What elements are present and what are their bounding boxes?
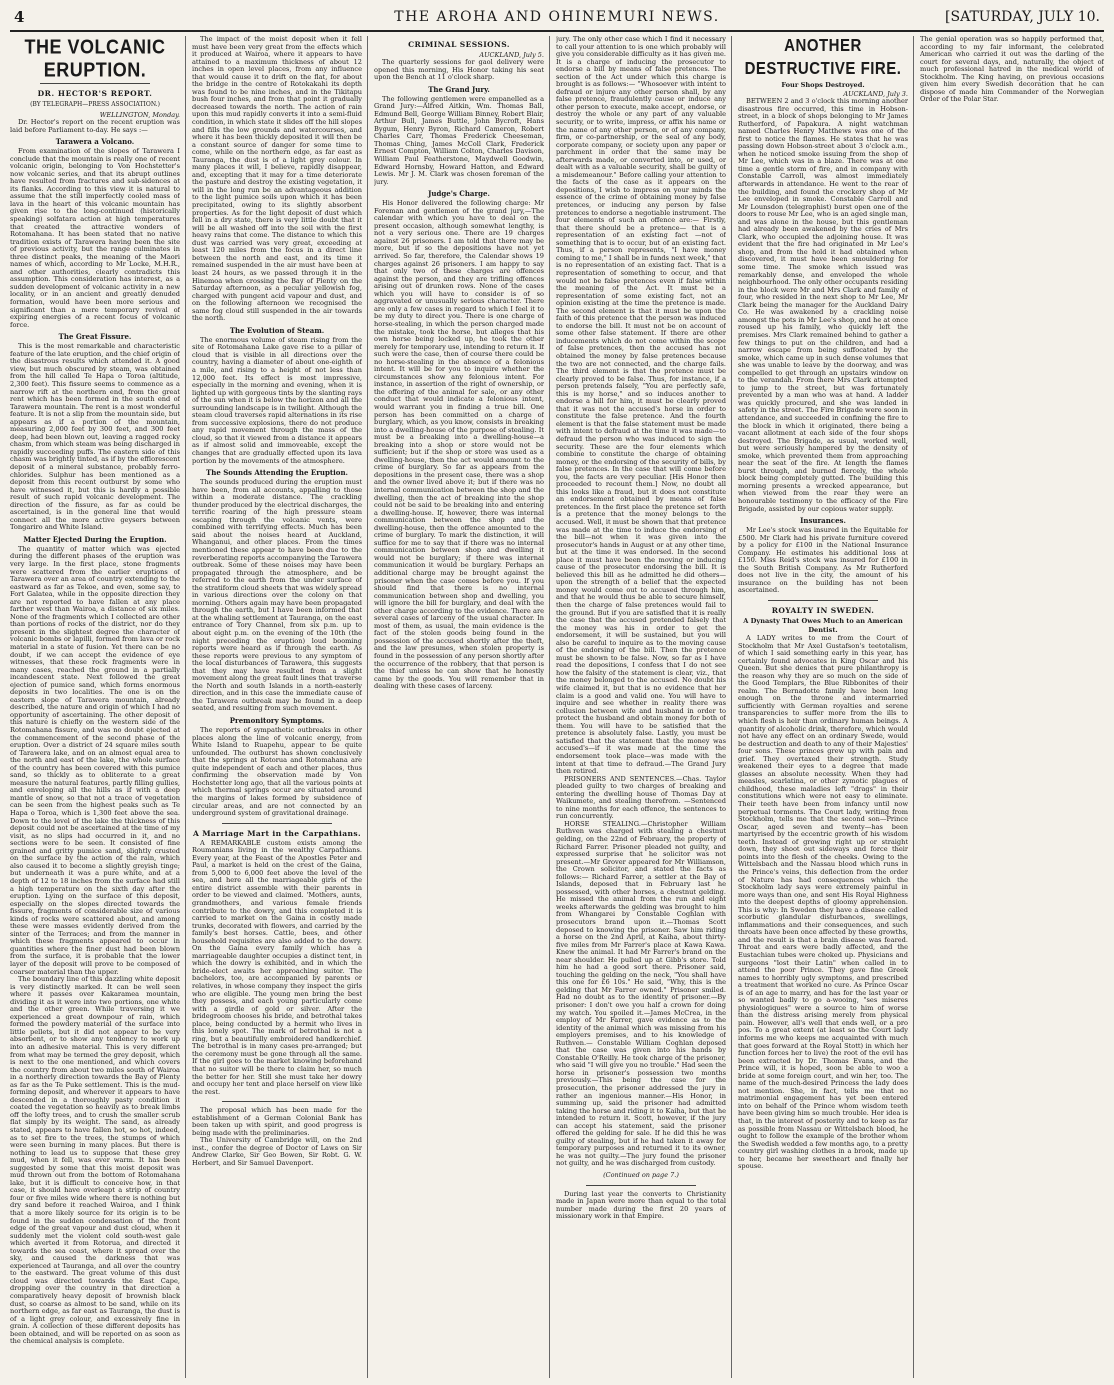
dateline-wellington: WELLINGTON, Monday. — [99, 111, 180, 119]
column-rule — [549, 36, 550, 1378]
column-2 — [192, 36, 362, 1378]
divider — [222, 823, 332, 824]
divider — [222, 1101, 332, 1102]
newspaper-title: THE AROHA AND OHINEMURI NEWS. — [394, 9, 720, 25]
subhead-sweden: A Dynasty That Owes Much to an American Dentist. — [743, 617, 903, 634]
news-note: The proposal which has been made for the establishment of a German Colonial Bank has been taken up with spirit, and good progress is being made with the preliminaries. — [192, 1106, 362, 1137]
subhead-fire: Four Shops Destroyed. — [781, 81, 865, 89]
section-heading: Insurances. — [800, 516, 846, 526]
section-heading: Matter Ejected During the Eruption. — [23, 534, 167, 544]
dateline-auckland: AUCKLAND, July 5. — [479, 51, 544, 59]
article-intro: The quarterly sessions for gaol delivery were opened this morning, His Honor taking his seat upon the Bench at 11 o'clock sharp. — [374, 58, 544, 82]
section-heading: The Evolution of Steam. — [229, 325, 325, 335]
column-4 — [556, 36, 726, 1378]
headline-marriage: A Marriage Mart in the Carpathians. — [192, 828, 362, 838]
divider — [586, 1185, 696, 1186]
column-rule — [367, 36, 368, 1378]
headline-criminal: CRIMINAL SESSIONS. — [408, 40, 510, 49]
article-paragraph: A REMARKABLE custom exists among the Roumanians living in the wealthy Carpathians. Every year, at the Feast of the Apostles Peter and Paul, a market is held on the crest of the Gaina, from 5,000 to 6,000 feet above the level of the sea, and here all the marriageable girls of the entire district assemble with their parents in order to be viewed and claimed. 'Mothers, aunts, grandmothers, and various female friends contribute to the dowry, and this completed it is carried to market on the Gaina in costly made trunks, decorated with flowers, and carried by the family's best horses. Cattle, bees, and other household requisites are also added to the dowry. On the Gaina every family which has a marriageable daughter occupies a distinct tent, in which the dowry is exhibited, and in which the bride-elect awaits her approaching suitor. The bachelors, too, are accompanied by parents or relatives, in whose company they inspect the girls who are eligible. The young men bring the best they possess, and each young particularly come with a girdle of gold or silver. After the bridegroom chooses his bride, and betrothal takes place, being conducted by a hermit who lives in this lonely spot. The mark of betrothal is not a ring, but a beautifully embroidered handkerchief. The betrothal is in many cases pre-arranged; but the ceremony must be gone through all the same. If the girl goes to the market knowing beforehand that no suitor will be there to claim her, so much the better for her. Still she must take her dowry and occupy her tent and place herself on view like the rest. — [192, 838, 362, 1096]
column-rule — [913, 36, 914, 1378]
article-paragraph: BETWEEN 2 and 3 o'clock this morning another disastrous fire occurred, this time in Hobson-street, in a block of shops belonging to Mr James Rutherford, of Papakura. A night watchman named Charles Henry Matthews was one of the first to notice the flames. He states that he was passing down Hobson-street about 3 o'clock a.m., when he noticed smoke issuing from the shop of Mr Lee, which was in a blaze. There was at one time a gentle storm of fire, and in company with Constable Carroll, was almost immediately afterwards in attendance. He went to the rear of the building, and found the crockery shop of Mr Lee enveloped in smoke. Constable Carroll and Mr Lounsdon (telegraphist) burst open one of the doors to rouse Mr Lee, who is an aged single man, and was alone in the house, but this gentleman had already been awakened by the cries of Mrs Clark, who occupied the adjoining house. It was evident that the fire had originated in Mr Lee's shop, and from the hold it had obtained when discovered, it must have been smouldering for some time. The smoke which issued was remarkably dense, and enveloped the whole neighbourhood. The only other occupants residing in the block were Mr and Mrs Clark and family of four, who resided in the next shop to Mr Lee, Mr Clark being the manager for the Auckland Dairy Co. He was awakened by a crackling noise amongst the pots in Mr Lee's shop, and he at once roused up his family, who quickly left the premises. Mrs Clark remained behind to gather a few things to put on the children, and had a narrow escape from being suffocated by the smoke, which came up in such dense volumes that she was unable to leave by the doorway, and was compelled to get through an upstairs window on to the verandah. From there Mrs Clark attempted to jump to the street, but was fortunately prevented by a man who was at hand. A ladder was quickly procured, and she was landed in safety in the street. The Fire Brigade were soon in attendance, and succeeded in confining the fire to the block in which it originated, there being a vacant allotment at each side of the four shops destroyed. The Brigade, as usual, worked well, but were seriously hampered by the density of smoke, which prevented them from approaching near the seat of the fire. At length the flames burst through, and burned fiercely, the whole block being completely gutted. The building this morning presents a wrecked appearance, but when viewed from the rear they were an honourable testimony to the efficacy of the Fire Brigade, assisted by our copious water supply. — [738, 97, 908, 513]
continued-notice: (Continued on page 7.) — [603, 1171, 679, 1180]
headline-sweden: ROYALTY IN SWEDEN. — [771, 606, 875, 615]
byline: (BY TELEGRAPH—PRESS ASSOCIATION.) — [30, 101, 160, 108]
issue-date: [SATURDAY, JULY 10. — [945, 9, 1100, 25]
article-paragraph: The sounds produced during the eruption must have been, from all accounts, appalling to those within a moderate distance. The crackling thunder produced by the electrical discharges, the terrific roaring of the high pressure steam escaping through the volcanic vents, were combined with terrifying effects. Much has been said about the noises heard at Auckland, Whanganui, and other places. From the times mentioned these appear to have been due to the reverberating reports accompanying the Tarawera outbreak. Some of these noises may have been propagated through the atmosphere, and be referred to the earth from the under surface of the stratiform cloud sheets that was widely spread in various directions over the colony on that morning. Others again may have been propagated through the earth, but I have been informed that at the whaling settlement at Tauranga, on the east entrance of Tory Channel, from six p.m. up to about eight p.m. on the evening of the 10th (the night preceding the eruption) loud booming reports were heard as if through the earth. As these reports were previous to any symptom of the local disturbances of Tarawera, this suggests that they may have resulted from a slight movement along the great fault lines that traverse the North and south Islands in a north-easterly direction, and in this case the immediate cause of the Tarawera outbreak may be found in a deep seated, and resulting from such movement. — [192, 478, 362, 713]
divider — [768, 600, 878, 601]
article-paragraph: The boundary line of this dazzling white deposit is very distinctly marked. It can be well seen where it passes over Kakaramea mountain, dividing it as it were into two portions, one white and the other green. While traversing it we experienced a great downpour of rain, which formed the powdery material of the surface into little pellets, but it did not appear to be very absorbent, or to show any tendency to work up into an adhesive material. This is very different from what may be termed the grey deposit, which is next to the one mentioned, and which covers the country from about two miles south of Wairoa in a northerly direction towards the Bay of Plenty as far as the Te Puke settlement. This is the mud-forming deposit, and wherever it appears to have descended in a thoroughly pasty condition it coated the vegetation so heavily as to break limbs off the lofty trees, and to crush the smaller scrub flat simply by its weight. The sand, as already stated, appears to have fallen hot, so hot, indeed, as to set fire to the trees, the stumps of which were seen burning in many places. But there is nothing to lead us to suppose that these grey mud, when it fell, was ever warm. It has been suggested by some that this moist deposit was mud thrown out from the bottom of Rotomahana lake, but it is difficult to conceive how, in that case, it should have overleapt a strip of country four or five miles wide where there is nothing but dry sand before it reached Wairoa, and I think that a more likely source for its origin is to be found in the sudden condensation of the front edge of the great vapour and dust cloud, when it suddenly met the violent cold south-west gale which averted it from Rotorua, and directed it towards the sea coast, where it spread over the sky, and caused the darkness that was experienced at Tauranga, and all over the country to the eastward. The great volume of this dust cloud was directed towards the East Cape, dropping over the country in that direction a comparatively heavy deposit of brownish black dust, so coarse as almost to be sand, while on its northern edge, as far east as Tauranga, the dust is of a light grey colour, and excessively fine in grain. A collection of these different deposits has been obtained, and will be reported on as soon as the chemical analysis is complete. — [10, 975, 180, 1346]
section-heading: The Great Fissure. — [58, 332, 132, 342]
headline-volcanic: THE VOLCANIC ERUPTION. — [24, 36, 166, 81]
dateline-fire: AUCKLAND, July 3. — [843, 90, 908, 98]
news-note: The University of Cambridge will, on the 2nd inst., confer the degree of Doctor of Laws on Sir Andrew Clarke, Sir Geo Bowen, Sir Robt. G. W. Herbert, and Sir Samuel Davenport. — [192, 1136, 362, 1168]
article-paragraph: This is the most remarkable and characteristic feature of the late eruption, and the chief origin of the disastrous results which attended it. A good view, but much obscured by steam, was obtained from the hill called Te Hapa o Toroa (altitude, 2,300 feet). This fissure seems to commence as a narrow rift at the northern end, from the great rent which has been formed in the south end of Tarawera mountain. The rent is a most wonderful feature. It is not a slip from the mountain side, but appears as if a portion of the mountain, measuring 2,000 feet by 300 feet, and 300 feet deep, had been blown out, leaving a ragged rocky chasm, from which steam was being discharged in rapidly succeeding puffs. The eastern side of this chasm was brightly tinted, as if by the efflorescent deposit of a mineral substance, probably ferro-chlorides. Sulphur has been mentioned as a deposit from this recent outburst by some who have witnessed it, but this is hardly a possible result of such rapid volcanic development. The direction of the fissure, as far as could be ascertained, is in the general line that would connect all the more active geysers between Tongariro and White Island. — [10, 342, 180, 532]
article-paragraph: The enormous volume of steam rising from the site of Rotomahana Lake gave rise to a pillar of cloud that is visible in all directions over the country, having a diameter of about one-eighth of a mile, and rising to a height of not less than 12,000 feet. Its effect is most impressive, especially in the morning and evening, when it is lighted up with gorgeous tints by the slanting rays of the sun when it is below the horizon and all the surrounding landscape is in twilight. Although the steam cloud traverses rapid alternations in its rise from successive explosions, there do not produce any rapid movement through the mass of the cloud, so that it viewed from a distance it appears as if almost solid and immoveable, except the changes that are gradually effected upon its lava portion by the movements of the atmosphere. — [192, 335, 362, 465]
article-paragraph: The reports of sympathetic outbreaks in other places along the line of volcanic energy, from White Island to Ruapehu, appear to be quite unfounded. The outburst has shown conclusively that the springs at Rotorua and Rotomahana are quite independent of each and other places, thus confirming the observation made by Von Hochstetter long ago, that all the various points at which thermal springs occur are situated around the margins of lakes formed by subsidence of circular areas, and are not connected by an underground system of gravitational drainage. — [192, 726, 362, 818]
article-paragraph: jury. The only other case which I find it necessary to call your attention to is one which probably will give you considerable difficulty as it has given me. It is a charge of inducing the prosecutor to endorse a bill by means of false pretences. The section of the Act under which this charge is brought is as follows:— "Whosoever with intent to defraud or injure any other person shall, by any false pretence, fraudulently cause or induce any other person to execute, make accept, endorse, or destroy the whole or any part of any valuable security, or to write, impress, or affix his name or the name of any other person, or of any company, firm, or co-partnership, or the seal of any body, corporate company, or society upon any paper or parchment in order that the same may be afterwards made, or converted into, or used, or dealt with as a valuable security, shall be guilty of a misdemeanour." Before calling your attention to the facts of the case as it appears on the depositions, I wish to impress on your minds the essence of the crime of obtaining money by false pretences, or inducing any person by false pretences to endorse a negotiable instrument. The four elements of such an offence are:— Firstly, that there should be a pretence— that is a representation of an existing fact —not of something that is to occur, but of an existing fact. Thus, if a person represents, "I have money coming to me," I shall be in funds next week," that is no representation of an existing fact. That is a representation of something to occur, and that would not be false pretences even if false within the meaning of the Act. It must be a representation of some existing fact, not an opinion existing at the time the pretence is made. The second element is that it must be upon the faith of this pretence that the person was induced to endorse the bill. It must not be on account of some other false statement. If there are other inducements which do not come within the scope of false pretences, then the accused has not obtained the money by false pretences because the two are not connected, and the charge fails. The third element is that the pretence must be clearly proved to be false. Thus, for instance, if a person pretends falsely, "You are perfectly safe, this is my horse," and so induces another to endorse a bill for him, it must be clearly proved that it was not the accused's horse in order to constitute the false pretence. And the fourth element is that the false statement must be made with intent to defraud at the time it was made—to defraud the person who was induced to sign the security. These are the four elements which combine to constitute the charge of obtaining money, or the endorsing of the security of bills, by false pretences. In the case that will come before you, the facts are very peculiar. [His Honor then proceeded to recount them.] Now, no doubt all this looks like a fraud, but it does not constitute an endorsement obtained by means of false pretences. In the first place the pretence set forth is a pretence that the money belongs to the accused. Well, it must be shown that that pretence was made at the time to induce the endorsing of the bill—not when it was given into the prosecutor's hands in August or at any other time, but at the time it was endorsed. In the second place it must have been the moving or inducing cause of the prosecutor endorsing the bill. It is believed this bill as he admitted he did others—upon the strength of a belief that the expected money would come out to accused through him, and that he would thus be able to secure himself, then the charge of false pretences would fail to the ground. But if you are satisfied that it is really the case that the accused pretended falsely that the money was his in order to get the endorsement, it will be sustained, but you will also be careful to inquire as to the moving cause of the endorsing of the bill. Then the pretence must be shown to be false. Now, so far as I have read the depositions, I confess that I do not see how the falsity of the statement is clear, viz., that the money belonged to the accused. No doubt his wife claimed it, but that is no evidence that her claim is a good and valid one. You will have to inquire and see whether in reality there was collusion between wife and husband in order to protect the husband and obtain money for both of them. You will have to be satisfied that the pretence is absolutely false. Lastly, you must be satisfied that the statement that the money was accused's—if it was made at the time the endorsement took place—was made with the intent at that time to defraud.—The Grand Jury then retired. — [556, 36, 726, 776]
column-1 — [10, 36, 180, 1378]
column-rule — [185, 36, 186, 1378]
column-3 — [374, 36, 544, 1378]
article-intro: Dr. Hector's report on the recent eruption was laid before Parliament to-day. He says :— — [10, 118, 180, 134]
article-paragraph: HORSE STEALING.—Christopher William Ruthven was charged with stealing a chestnut gelding, on the 22nd of February, the property of Richard Farrer. Prisoner pleaded not guilty, and expressed surprise that he solicitor was not present.—Mr Grover appeared for Mr Williamson, the Crown solicitor, and stated the facts as follows:— Richard Farrer, a settler at the Bay of Islands, deposed that in February last he possessed, with other horses, a chestnut gelding. He missed the animal from the run and eight weeks afterwards the gelding was brought to him from Whangarei by Constable Coghlan with prosecutors brand upon it.—Thomas Scott deposed to knowing the prisoner. Saw him riding a horse on the 2nd April, at Kaiha, about thirty-five miles from Mr Farrer's place at Kawa Kawa. Knew the animal. It had Mr Farrer's brand on the near shoulder. He pulled up at Gibb's store. Told him he had a good sort there. Prisoner said, touching the gelding on the neck, "You shall have this one for £6 10s." He said, "Why, this is the gelding that Mr Farrer owned." Prisoner smiled. Had no doubt as to the identity of prisoner.—By prisoner: I don't owe you half a crown for doing my watch. You spoiled it.—James McCrea, in the employ of Mr Farrer, gave evidence as to the identity of the animal which was missing from his employers premises, and to his knowledge of Ruthven.— Constable William Coghlan deposed that the case was given into his hands by Constable O'Reilly. He took charge of the prisoner, who said "I will give you no trouble." Had seen the horse in prisoner's possession two months previously.—This being the case for the prosecution, the prisoner addressed the jury in rather an ingenious manner.—His Honor, in summing up, said the prisoner had admitted taking the horse and riding it to Kaiha, but that he intended to return it. Scott, however, if the jury can accept his statement, said the prisoner offered the gelding for sale. If he did this he was guilty of stealing, but if he had taken it away for temporary purposes and returned it to its owner, he was not guilty.—The jury found the prisoner not guilty, and he was discharged from custody. — [556, 819, 726, 1168]
article-paragraph: His Honor delivered the following charge: Mr Foreman and gentlemen of the grand jury,—The calendar with which you have to deal on the present occasion, although somewhat lengthy, is not a very serious one. There are 19 charges against 26 prisoners. I am told that there may be more, but if so the depositions have not yet arrived. So far, therefore, the Calendar shows 19 charges against 26 prisoners. I am happy to say that only two of these charges are offences against the person, and they are trifling offences arising out of drunken rows. None of the cases which you will have to consider is of so aggravated or unusually serious character. There are only a few cases in regard to which I feel it to be my duty to direct you. There is one charge of horse-stealing, in which the person charged made the mistake, took the horse, but alleges that his own horse being locked up, he took the other merely for temporary use, intending to return it. If such were the case, then of course there could be no horse-stealing in the absence of a felonious intent. It will be for you to inquire whether the circumstances show any felonious intent. For instance, in assertion of the right of ownership, or the offering of the animal for sale, or any other conduct that would indicate a felonious intent, would warrant you in finding a true bill. One person has been committed on a charge of burglary, which, as you know, consists in breaking into a dwelling-house of the purpose of stealing. It must be a breaking into a dwelling-house—a breaking into a shop or store would not be sufficient; but if the shop or store was used as a dwelling-house, then the act would amount to the crime of burglary. So far as appears from the depositions in the present case, there was a shop and the owner lived above it; but if there was no internal communication between the shop and the dwelling, then the act of breaking into the shop could not be said to be breaking into and entering a dwelling-house. If, however, there was internal communication between the shop and the dwelling-house, then the offence amounted to the crime of burglary. To mark the distinction, it will suffice for me to say that if there was no internal communication between shop and dwelling it would not be burglary; if there was internal communication it would be burglary. Perhaps an additional charge may be brought against the prisoner when the case comes before you. If you should find that there is no internal communication between shop and dwelling, you will ignore the bill for burglary, and deal with the other charge according to the evidence. There are several cases of larceny of the usual character. In most of them, as usual, the main evidence is the fact of the stolen goods being found in the possession of the accused shortly after the theft, and the law presumes, when stolen property is found in the possession of any person shortly after the occurrence of the robbery, that that person is the thief unless he can show that he honestly came by the goods. You will remember that in dealing with these cases of larceny. — [374, 199, 544, 691]
section-heading: The Sounds Attending the Eruption. — [206, 468, 348, 478]
section-heading: Judge's Charge. — [428, 189, 490, 199]
article-paragraph: The genial operation was so happily performed that, according to my fair informant, the celebrated American who carried it out was the darling of the court for several days, and, naturally, the object of much professional hatred in the medical world of Stockholm. The King having, on previous occasions given him every Swedish decoration that he can dispose of made him Commander of the Norwegian Order of the Polar Star. — [920, 36, 1104, 104]
article-paragraph: The quantity of matter which was ejected during the different phases of the eruption was very large. In the first place, stone fragments were scattered from the earlier eruptions of Tarawera over an area of country extending to the eastward as far as Tekoe, and even, some say, to Fort Galatea, while in the opposite direction they are not reported to have fallen at any place farther west than Wairoa, a distance of six miles. None of the fragments which I collected are other than portions of rocks of the district, nor do they present in the slightest degree the character of volcanic bombs or lapilli, formed from lava or rock material in a state of fusion. Yet there can be no doubt, if we can accept the evidence of eye witnesses, that these rock fragments were in many cases, reached the ground in a partially incandescent state. Next followed the great ejection of pumice sand, which forms enormous deposits in two localities. The one is on the eastern slope of Tarawera mountain, already described, the nature and origin of which I had no opportunity of ascertaining. The other deposit of this nature is chiefly on the western side of the Rotomahana fissure, and was no doubt ejected at the commencement of the second phase of the eruption. Over a district of 24 square miles south of Tarawera lake, and on an almost equal area to the north and east of the lake, the whole surface of the country has been covered with this pumice sand, so thickly as to obliterate to a great measure the natural features, partly filling gullies, and enveloping all the hills as if with a deep mantle of snow, so that not a trace of vegetation can be seen from the highest peaks such as Te Hapa o Toroa, which is 1,300 feet above the sea. Down to the level of the lake the thickness of this deposit could not be ascertained at the time of my visit, as no slips had occurred in it, and no sections were to be seen. It consisted of fine grained and gritty pumice sand, slightly crusted on the surface by the action of the rain, which also caused it to become a slightly greyish tinge; but underneath it was a pure white, and at a depth of 12 to 18 inches from the surface had still a high temperature on the sixth day after the eruption. Lying on the surface of this deposit, especially on the slopes directed towards the fissure, fragments of considerable size of various kinds of rocks were scattered about, and among these were masses evidently derived from the sinter of the Terraces; and from the manner in which these fragments appeared to occur in quantities where the finer dust had been blown from the surface, it is probable that the lower layer of the deposit will prove to be composed of coarser material than the upper. — [10, 544, 180, 976]
article-paragraph: Mr Lee's stock was insured in the Equitable for £500. Mr Clark had his private furniture covered by a policy for £100 in the National Insurance Company. He estimates his additional loss at £150. Miss Reid's stock was insured for £100 in the South British Company. As Mr Rutherford does not live in the city, the amount of his insurance on the building has not been ascertained. — [738, 526, 908, 595]
page-number: 4 — [14, 8, 25, 26]
section-heading: Tarawera a Volcano. — [55, 137, 135, 147]
subhead-hector: DR. HECTOR'S REPORT. — [37, 89, 153, 98]
section-heading: Premonitory Symptoms. — [229, 716, 325, 726]
column-5 — [738, 36, 908, 1378]
article-paragraph: The following gentlemen were empanelled as a Grand Jury:—Alfred Aitkin, Wm. Thomas Ball, Edmund Bell, George William Binney, Robert Blair, Arthur Bull, James Buttle, John Bycroft, Hans Bygum, Henry Byron, Richard Cameron, Robert Charles Carr, Thomas Frederick Cheeseman, Thomas Ching, James McColl Clark, Frederick Ernest Compton, William Colton, Charles Davison, William Paul Featherstone, Maydwell Goodwin, Edward Hornsby, Howard Hatton, and Edward Lewis. Mr J. M. Clark was chosen foreman of the jury. — [374, 94, 544, 186]
section-heading: The Grand Jury. — [428, 84, 490, 94]
article-paragraph: The impact of the moist deposit when it fell must have been very great from the effects which it produced at Wairoa, where it appears to have attained to a maximum thickness of about 12 inches in open level places, from any influence that would cause it to drift on the flat, for about the bridge in the centre of Rotokakahi its depth was found to be nine inches, and in the Tikitapu bush four inches, and from that point it gradually decreased towards the north. The action of rain upon this mud rapidly converts it into a semi-fluid condition, in which state it slides off the hill slopes and fills the low grounds and watercourses, and where it has been thickly deposited it will then be a constant source of danger for some time to come, while on the northern edge, as far east as Tauranga, the dust is of a light grey colour. In many places it will, I believe, rapidly disappear, and, excepting that it may for a time deteriorate the pasture and destroy the existing vegetation, it will in the long run be an advantageous addition to the light pumice soils upon which it has been precipitated, owing to its slightly absorbent properties. As for the light deposit of dust which fell in a dry state, there is very little doubt that it will be all washed off into the soil with the first heavy rains that come. The distance to which this dust was carried was very great, exceeding at least 120 miles from the focus in a direct line between the north and east, and its time it remained suspended in the air must have been at least 24 hours, as we passed through it in the Hinemoa when crossing the Bay of Plenty on the Saturday afternoon, as a peculiar yellowish fog, charged with pungent acid vapour and dust, and on the following afternoon we recognised the same fog cloud still suspended in the air towards the north. — [192, 36, 362, 323]
column-6 — [920, 36, 1104, 1378]
article-paragraph: A LADY writes to me from the Court of Stockholm that Mr Axel Gustafson's teetotalism, of which I said something early in this year, has certainly found advocates in King Oscar and his Queen. But she denies that pure philanthropy is the reason why they are so much on the side of the Good Templars, the Blue Ribbonites of their realm. The Bernadotte family have been long enough on the throne and intermarried sufficiently with German royalties and serene transparencies to suffer more from the ills to which flesh is heir than ordinary human beings. A quantity of alcoholic drink, therefore, which would not have any effect on an ordinary Swede, would be destruction and death to any of their Majesties' four sons. These princes grew up with pain and grief. They overtaxed their strength. Study weakened their eyes to a degree that made glasses an absolute necessity. When they had measles, scarlatina, or other zymotic plagues of childhood, these maladies left "drags" in their constitutions which were not easy to eliminate. Their teeth have been from infancy until now perpetual torments. The Court lady, writing from Stockholm, tells me that the second son—Prince Oscar, aged seven and twenty—has been martyrised by the eccentric growth of his wisdom teeth. Instead of growing right up or straight down, they shoot out sideways and force their points into the flesh of the cheeks. Owing to the Wittelsbach and the Nassau blood which runs in the Prince's veins, this deflection from the order of Nature has had consequences which the Stockholm lady says were extremely painful in more ways than one, and sent His Royal Highness into the deepest depths of gloomy apprehension. This is why: In Sweden they have a disease called scorbutic glandular disturbances, swellings, inflammations and their consequences, and such throats have been once affected by these growths, and the result is that a brain disease was feared. Throat and ears were badly affected, and the Eustachian tubes were choked up. Physicians and surgeons "lost their Latin" when called in to attend the poor Prince. They gave fine Greek names to horribly ugly symptoms, and prescribed a treatment that worked no cure. As Prince Oscar is of an age to marry, and has for the last year or so wanted badly to go a-wooing, "ses miseres physiologiques" were a source to him of worse than the distress arising merely from physical pain. However, all's well that ends well, or a pro pos. To a great extent (at least so the Court lady informs me who keeps me acquainted with much that goes forward at the Royal Stott) in which her function forces her to live) the root of the evil has been extracted by Dr. Thomas Evans, and the Prince will, it is hoped, soon be able to woo a bride at some foreign court, and win her, too. The name of the much-desired Princess the lady does not mention. She, in fact, tells me that no matrimonial engagement has yet been entered into on behalf of the Prince whom wisdom teeth have been giving him so much trouble. Her idea is that, in the interest of posterity and to keep as far as possible from Nassau or Wittelsbach blood, he ought to follow the example of the brother whom the Swedish wedded a few months ago, to a pretty country girl washing clothes in a brook, made up to her, became her sweetheart and finally her spouse. — [738, 634, 908, 1171]
article-paragraph: From examination of the slopes of Tarawera I conclude that the mountain is really one of recent volcanic origin, belonging to Von Hochstetter's now volcanic series, and that its abrupt outlines have resulted from fractures and sub-sidences at its flanks. According to this view it is natural to assume that the still imperfectly cooled mass of lava in the heart of this volcanic mountain has given rise to the long-continued (historically speaking) solfatara action at high temperatures that created the attractive wonders of Rotomahana. It has been stated that no native tradition exists of Tarawera having been the site of previous activity, but the range culminates in three distinct peaks, the meaning of the Maori names of which, according to Mr Locke, M.H.R., and other authorities, clearly contradicts this assumption. This consideration has interest, as a sudden development of volcanic activity in a new locality, or in an ancient and greatly denuded formation, would have been more serious and significant than a mere temporary revival of expiring energies of a recent focus of volcanic force. — [10, 147, 180, 329]
column-rule — [731, 36, 732, 1378]
divider — [40, 83, 150, 84]
article-paragraph: PRISONERS AND SENTENCES.—Chas. Taylor pleaded guilty to two charges of breaking and entering the dwelling house of Thomas Day at Waikumete, and stealing therefrom. —Sentenced to nine months for each offence, the sentences to run concurrently. — [556, 774, 726, 821]
headline-fire: ANOTHER DESTRUCTIVE FIRE. — [744, 36, 902, 79]
news-note: During last year the converts to Christianity made in Japan were more than equal to the total number made during the first 20 years of missionary work in that Empire. — [556, 1189, 726, 1221]
masthead — [10, 8, 1104, 32]
